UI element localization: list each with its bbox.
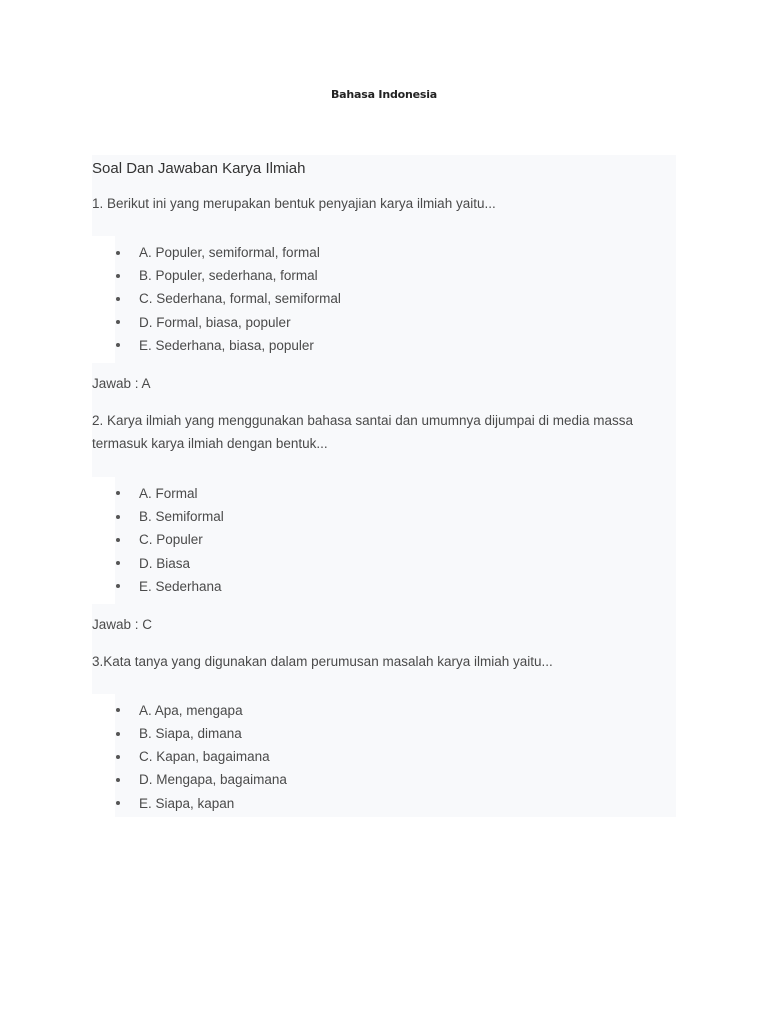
option-item [92, 287, 676, 310]
question-2-options [92, 477, 676, 604]
option-item [92, 482, 676, 505]
bullet-icon [116, 274, 120, 278]
question-1-options [92, 236, 676, 363]
question-2-gap [92, 461, 676, 477]
option-label: B. Populer, sederhana, formal [139, 268, 318, 284]
question-2: 2. Karya ilmiah yang menggunakan bahasa santai dan umumnya dijumpai di media massa termasuk karya ilmiah dengan bentuk... [92, 406, 676, 461]
option-label: B. Semiformal [139, 509, 224, 525]
bullet-icon [116, 732, 120, 736]
option-item [92, 768, 676, 791]
option-label: E. Sederhana [139, 578, 222, 594]
question-3-gap [92, 678, 676, 694]
option-item [92, 552, 676, 575]
option-label: A. Apa, mengapa [139, 702, 243, 718]
option-item [92, 505, 676, 528]
bullet-icon [116, 538, 120, 542]
bullet-icon [116, 708, 120, 712]
option-label: E. Sederhana, biasa, populer [139, 337, 314, 353]
document-heading: Soal Dan Jawaban Karya Ilmiah [92, 155, 676, 188]
question-1: 1. Berikut ini yang merupakan bentuk penyajian karya ilmiah yaitu... [92, 188, 676, 220]
answer-1: Jawab : A [92, 363, 676, 406]
bullet-icon [116, 584, 120, 588]
option-label: D. Mengapa, bagaimana [139, 772, 287, 788]
option-label: E. Siapa, kapan [139, 795, 235, 811]
option-item [92, 792, 676, 815]
bullet-icon [116, 778, 120, 782]
document-body [92, 155, 676, 817]
option-label: A. Formal [139, 485, 198, 501]
option-label: C. Sederhana, formal, semiformal [139, 291, 341, 307]
question-3-options [92, 694, 676, 817]
option-item [92, 241, 676, 264]
option-item [92, 264, 676, 287]
bullet-icon [116, 801, 120, 805]
bullet-icon [116, 320, 120, 324]
question-1-gap [92, 220, 676, 236]
option-label: B. Siapa, dimana [139, 726, 242, 742]
answer-2: Jawab : C [92, 604, 676, 647]
bullet-icon [116, 755, 120, 759]
option-item [92, 334, 676, 357]
option-item [92, 722, 676, 745]
bullet-icon [116, 561, 120, 565]
option-item [92, 699, 676, 722]
option-label: D. Biasa [139, 555, 191, 571]
option-label: D. Formal, biasa, populer [139, 314, 291, 330]
page-title: Bahasa Indonesia [330, 88, 438, 101]
option-item [92, 311, 676, 334]
option-label: A. Populer, semiformal, formal [139, 245, 320, 260]
bullet-icon [116, 491, 120, 495]
option-label: C. Populer [139, 532, 203, 548]
bullet-icon [116, 251, 120, 255]
option-label: C. Kapan, bagaimana [139, 749, 270, 765]
option-item [92, 575, 676, 598]
bullet-icon [116, 515, 120, 519]
option-item [92, 528, 676, 551]
question-3: 3.Kata tanya yang digunakan dalam perumusan masalah karya ilmiah yaitu... [92, 647, 676, 678]
option-item [92, 745, 676, 768]
bullet-icon [116, 297, 120, 301]
bullet-icon [116, 343, 120, 347]
